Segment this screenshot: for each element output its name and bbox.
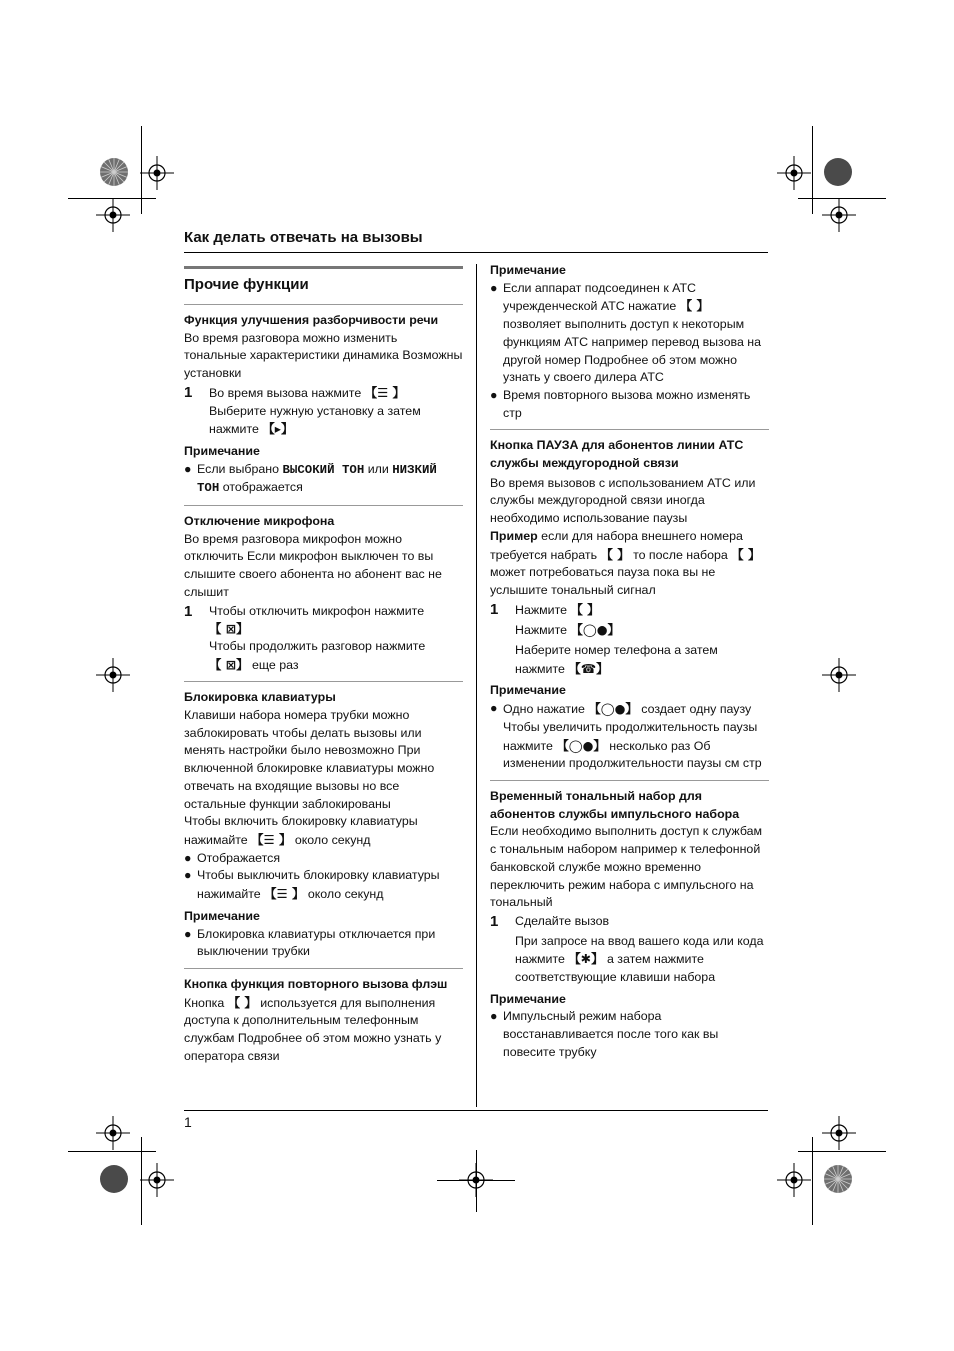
- note-title: Примечание: [490, 683, 566, 698]
- keylock-on-text: Чтобы включить блокировку клавиатуры нажимайте: [184, 814, 418, 847]
- flash-key-icon: 【 】: [679, 298, 709, 314]
- pause-key-icon: 【◯●】: [588, 701, 638, 717]
- bullet-icon: ●: [184, 461, 192, 476]
- bullet-icon: ●: [184, 850, 192, 865]
- bullet-icon: ●: [490, 1009, 498, 1024]
- bullet-icon: ●: [490, 387, 498, 402]
- flash-key-icon: 【 】: [227, 994, 257, 1010]
- pause-heading: Кнопка ПАУЗА для абонентов линии АТС службы междугородной связи: [490, 438, 744, 471]
- step-text: Чтобы продолжить разговор нажмите: [209, 638, 426, 653]
- step-number: 1: [490, 600, 499, 618]
- keylock-on-text: около секунд: [294, 832, 371, 847]
- display-text: НИЗКИЙ ТОН: [197, 462, 437, 496]
- pause-key-icon: 【◯●】: [556, 737, 606, 753]
- right-arrow-key-icon: 【▸】: [262, 421, 294, 437]
- flash-section: [184, 976, 463, 1066]
- note-bullet: ● Одно нажатие 【◯●】 создает одну паузу Чтобы увеличить продолжительность паузы нажмите 【◯●】 несколько раз Об изменении продолжительности паузы см стр: [490, 700, 769, 773]
- note-text: отображается: [222, 480, 303, 495]
- crosshair-icon: [777, 1163, 811, 1197]
- footer-rule: [184, 1110, 768, 1111]
- mute-key-icon: 【 ⊠】: [209, 621, 249, 637]
- mute-section: [184, 513, 463, 674]
- step-number: 1: [490, 912, 499, 930]
- star-key-icon: 【✱】: [568, 951, 604, 967]
- menu-key-icon: 【☰ 】: [251, 831, 292, 847]
- section-title: Прочие функции: [184, 276, 309, 293]
- pause-step: 1 Нажмите 【 】 Нажмите 【◯●】 Наберите номер телефона а затем нажмите 【☎】: [490, 601, 769, 679]
- crop-line: [68, 1151, 156, 1152]
- note-bullet: ● Блокировка клавиатуры отключается при выключении трубки: [184, 926, 463, 961]
- note-text: Если выбрано: [197, 461, 280, 476]
- section-rule: [490, 780, 769, 781]
- step-number: 1: [184, 602, 193, 620]
- mute-step: [184, 603, 463, 675]
- header-rule: [184, 252, 768, 253]
- left-column: [184, 266, 463, 1065]
- display-text: ВЫСОКИЙ ТОН: [282, 462, 365, 477]
- note-text: или: [367, 461, 389, 476]
- page-number: 1: [184, 1114, 192, 1130]
- tone-text: Если необходимо выполнить доступ к службам с тональным набором например к телефонной банковской службе можно временно переключить режим набора с импульсного на тональный: [490, 824, 763, 910]
- mute-key-icon: 【 ⊠】: [209, 656, 249, 672]
- speech-section: [184, 312, 463, 498]
- right-column: [490, 262, 769, 1062]
- tone-step: 1 Сделайте вызов При запросе на ввод вашего кода или кода нажмите 【✱】 а затем нажмите соответствующие клавиши набора: [490, 913, 769, 987]
- tone-heading: Временный тональный набор для абонентов службы импульсного набора: [490, 788, 740, 821]
- section-bar: [184, 266, 463, 269]
- step-text: Чтобы отключить микрофон нажмите: [209, 603, 425, 618]
- keylock-text: Клавиши набора номера трубки можно заблокировать чтобы делать вызовы или менять настройки было невозможно При включенной блокировке клавиатуры можно отвечать на входящие вызовы но все остальные функции заблокированы: [184, 708, 435, 811]
- section-rule: [184, 681, 463, 682]
- section-rule: [184, 968, 463, 969]
- flash-text: используется для выполнения доступа к дополнительным телефонным службам Подробнее об этом можно узнать у оператора связи: [184, 995, 442, 1063]
- speech-heading: Функция улучшения разборчивости речи: [184, 313, 439, 327]
- pause-text: Во время вызовов с использованием АТС или службы междугородной связи иногда необходимо использование паузы: [490, 475, 756, 526]
- step-text: Сделайте вызов: [515, 913, 610, 928]
- note1-section: [490, 262, 769, 422]
- tone-section: [490, 788, 769, 1062]
- flash-heading: Кнопка функция повторного вызова флэш: [184, 976, 448, 991]
- bullet-icon: ●: [490, 701, 498, 716]
- note-bullet: ● Импульсный режим набора восстанавливается после того как вы повесите трубку: [490, 1008, 769, 1061]
- list-item: ● Чтобы выключить блокировку клавиатуры нажимайте 【☰ 】 около секунд: [184, 867, 463, 903]
- step-text: Во время вызова нажмите: [209, 385, 362, 400]
- step-text: Выберите нужную установку а затем нажмите: [209, 403, 421, 437]
- note-title: Примечание: [490, 263, 566, 277]
- crosshair-icon: [822, 1116, 856, 1150]
- rosette-icon: [823, 1164, 853, 1194]
- section-rule: [184, 505, 463, 506]
- crosshair-icon: [822, 658, 856, 692]
- example-label: Пример: [490, 528, 538, 543]
- note-title: Примечание: [490, 991, 566, 1006]
- rosette-icon: [99, 157, 129, 187]
- section-rule: [184, 304, 463, 305]
- crosshair-icon: [140, 156, 174, 190]
- crosshair-icon: [822, 198, 856, 232]
- key-icon: 【 】: [570, 601, 600, 617]
- note-bullet: ● Время повторного вызова можно изменять стр: [490, 387, 769, 422]
- mute-text: Во время разговора микрофон можно отключить Если микрофон выключен то вы слышите своего абонента но абонент вас не слышит: [184, 531, 442, 599]
- speech-step: [184, 384, 463, 439]
- bullet-icon: ●: [490, 280, 498, 295]
- note-title: Примечание: [184, 443, 260, 458]
- page-header-title: Как делать отвечать на вызовы: [184, 229, 423, 246]
- keylock-section: [184, 689, 463, 961]
- crop-line: [476, 1150, 477, 1212]
- column-divider: [476, 264, 477, 1107]
- crosshair-icon: [96, 198, 130, 232]
- note-title: Примечание: [184, 908, 260, 923]
- note-bullet: [184, 461, 463, 498]
- speech-text: Во время разговора можно изменить тональные характеристики динамика Возможны установки: [184, 330, 463, 381]
- key-icon: 【 】: [600, 546, 630, 562]
- step-text: еще раз: [251, 657, 299, 672]
- crosshair-icon: [777, 156, 811, 190]
- rosette-icon: [99, 1164, 129, 1194]
- bullet-icon: ●: [184, 868, 192, 883]
- talk-key-icon: 【☎】: [568, 660, 609, 676]
- key-icon: 【 】: [731, 546, 761, 562]
- note-bullet: ● Если аппарат подсоединен к АТС учрежденческой АТС нажатие 【 】 позволяет выполнить доступ к некоторым функциям АТС например перевод вызова на другой номер Подробнее об этом можно узнать у своего дилера АТС: [490, 280, 769, 387]
- crop-line: [812, 126, 813, 214]
- bullet-icon: ●: [184, 926, 192, 941]
- flash-text: Кнопка: [184, 995, 225, 1010]
- section-rule: [490, 429, 769, 430]
- crosshair-icon: [140, 1163, 174, 1197]
- crosshair-icon: [96, 1116, 130, 1150]
- pause-section: Кнопка ПАУЗА для абонентов линии АТС службы междугородной связи Во время вызовов с использованием АТС или службы междугородной связи иногда необходимо использование паузы Пример если для набора внешнего номера требуется набрать 【 】 то после набора 【 】 может потребоваться пауза пока вы не услышите тональный сигнал 1 Нажмите 【 】 Нажмите 【◯●】 Наберите номер телефона а затем нажмите 【☎】 Примечание ● Одно нажатие 【◯●】 создает одну паузу Чтобы увеличить продолжительность паузы нажмите 【◯●】 несколько раз Об изменении продолжительности паузы см стр: [490, 437, 769, 773]
- crop-line: [812, 1137, 813, 1225]
- mute-heading: Отключение микрофона: [184, 514, 335, 529]
- list-item: ● Отображается: [184, 850, 463, 868]
- step-number: 1: [184, 383, 193, 401]
- keylock-heading: Блокировка клавиатуры: [184, 690, 336, 705]
- crosshair-icon: [96, 658, 130, 692]
- menu-key-icon: 【☰ 】: [264, 886, 305, 902]
- pause-key-icon: 【◯●】: [570, 622, 620, 638]
- menu-key-icon: 【☰ 】: [364, 384, 405, 400]
- rosette-icon: [823, 157, 853, 187]
